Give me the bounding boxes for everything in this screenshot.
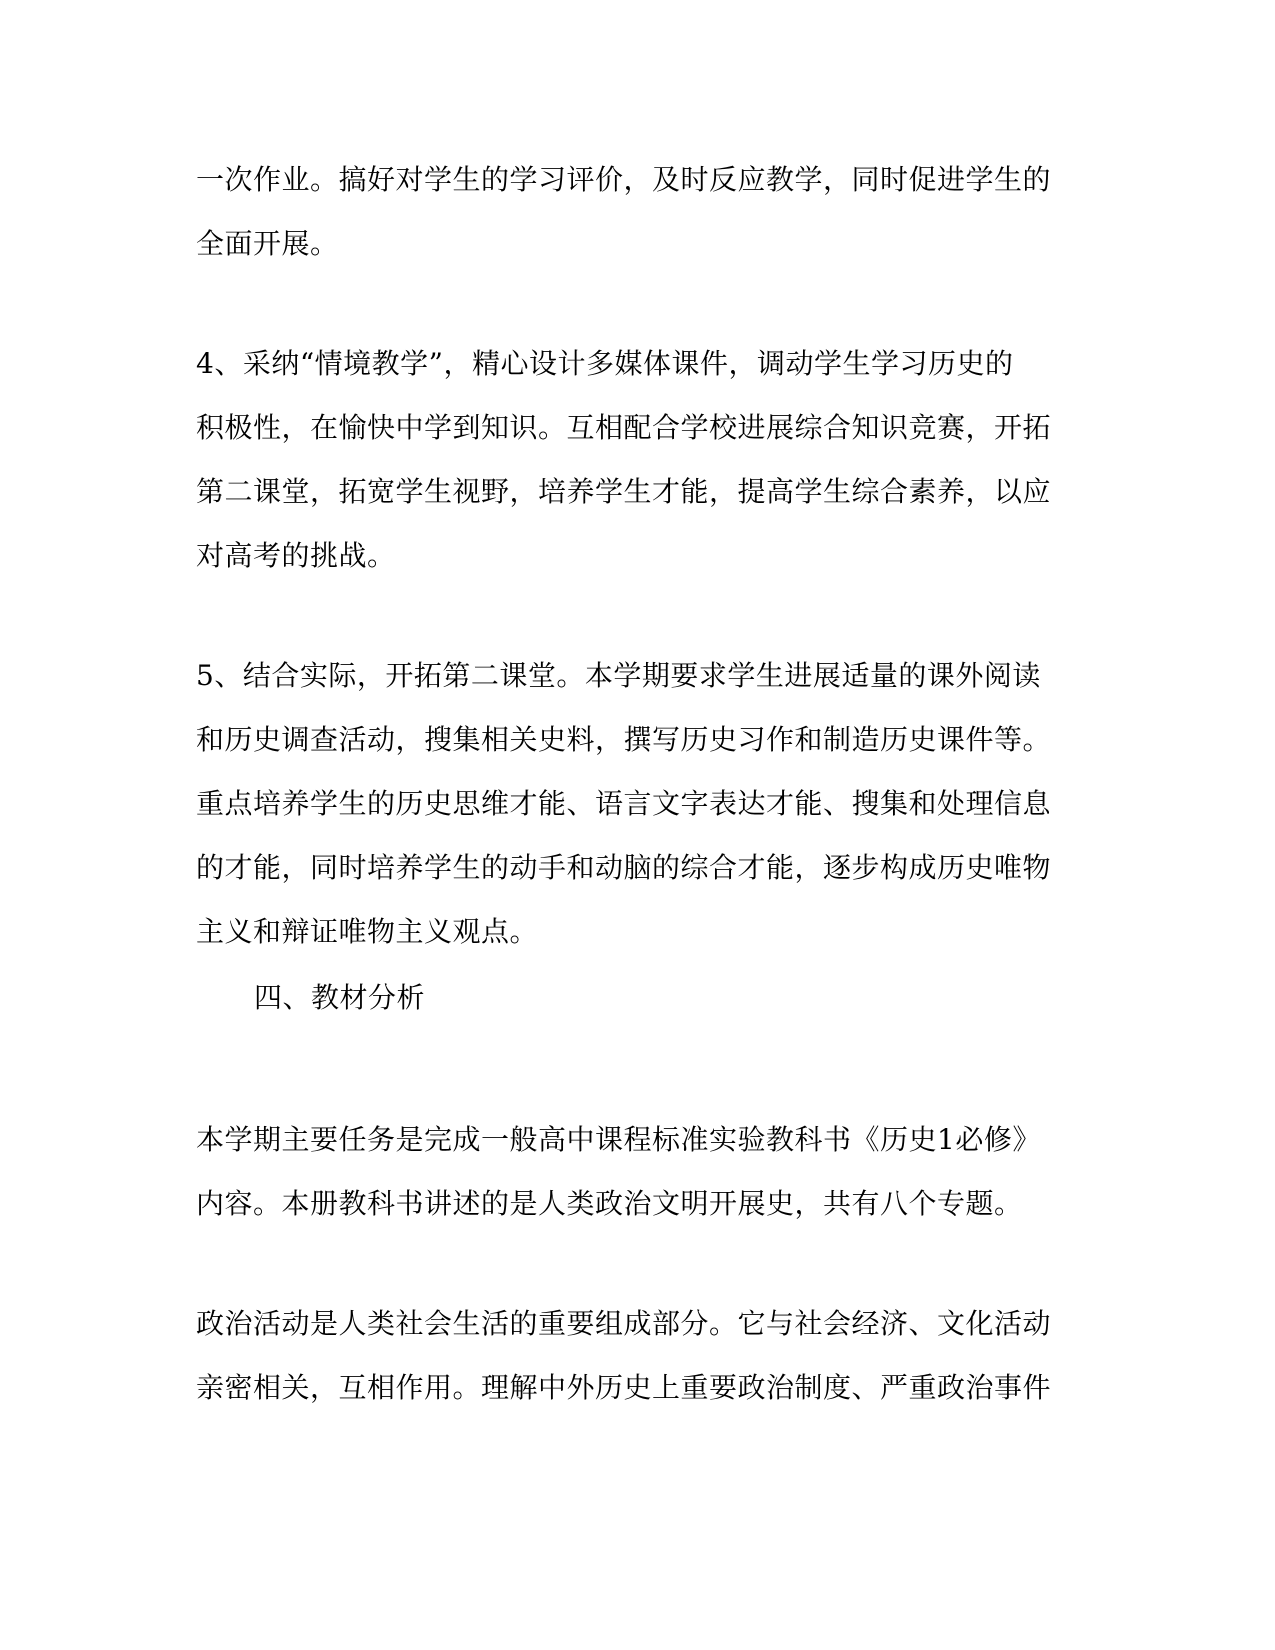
section-heading: 四、教材分析 bbox=[254, 981, 426, 1014]
text-line: 重点培养学生的历史思维才能、语言文字表达才能、搜集和处理信息 bbox=[196, 787, 1052, 820]
text-line: 内容。本册教科书讲述的是人类政治文明开展史，共有八个专题。 bbox=[196, 1187, 1023, 1220]
paragraph-item-4 bbox=[196, 332, 1076, 588]
text-line: 主义和辩证唯物主义观点。 bbox=[196, 915, 539, 948]
paragraph-evaluation bbox=[196, 148, 1076, 276]
text-line: 积极性，在愉快中学到知识。互相配合学校进展综合知识竞赛，开拓 bbox=[196, 411, 1052, 444]
paragraph-textbook-task bbox=[196, 1108, 1076, 1236]
text-line: 5、结合实际，开拓第二课堂。本学期要求学生进展适量的课外阅读 bbox=[196, 659, 1041, 692]
paragraph-item-5 bbox=[196, 644, 1076, 964]
text-line: 的才能，同时培养学生的动手和动脑的综合才能，逐步构成历史唯物 bbox=[196, 851, 1052, 884]
text-line: 本学期主要任务是完成一般高中课程标准实验教科书《历史1必修》 bbox=[196, 1123, 1041, 1156]
text-line: 和历史调查活动，搜集相关史料，撰写历史习作和制造历史课件等。 bbox=[196, 723, 1052, 756]
text-line: 4、采纳“情境教学”，精心设计多媒体课件，调动学生学习历史的 bbox=[196, 347, 1014, 380]
text-line: 一次作业。搞好对学生的学习评价，及时反应教学，同时促进学生的 bbox=[196, 163, 1052, 196]
text-line: 对高考的挑战。 bbox=[196, 539, 396, 572]
text-line: 亲密相关，互相作用。理解中外历史上重要政治制度、严重政治事件 bbox=[196, 1371, 1052, 1404]
text-line: 全面开展。 bbox=[196, 227, 339, 260]
text-line: 政治活动是人类社会生活的重要组成部分。它与社会经济、文化活动 bbox=[196, 1307, 1052, 1340]
text-line: 第二课堂，拓宽学生视野，培养学生才能，提高学生综合素养，以应 bbox=[196, 475, 1052, 508]
paragraph-political-activity bbox=[196, 1292, 1076, 1420]
